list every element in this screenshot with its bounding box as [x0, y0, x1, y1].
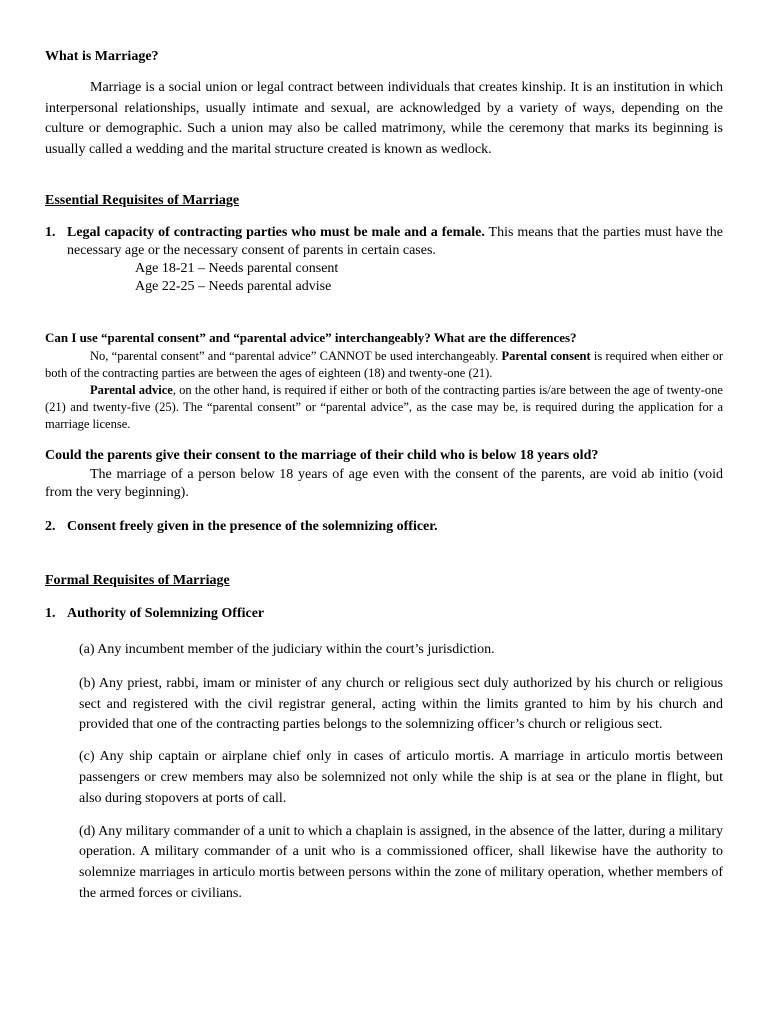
sub-item-c: (c) Any ship captain or airplane chief only in cases of articulo mortis. A marriage in articulo mortis between passengers or crew members may also be solemnized not only while the ship is at sea or the plane in flight, but also during stopovers at ports of call. [79, 749, 723, 806]
parental-advice-answer [45, 382, 723, 433]
essential-item-1 [45, 224, 723, 260]
sub-item-a: (a) Any incumbent member of the judiciary within the court’s jurisdiction. [79, 642, 495, 657]
answer-text: is required when either or both of the contracting parties are between the ages of eighteen (18) and twenty-one (21). [45, 349, 723, 380]
formal-item-1 [45, 605, 723, 623]
consent-freely-given: Consent freely given in the presence of the solemnizing officer. [67, 519, 438, 534]
list-number: 1. [45, 225, 56, 240]
parental-advice-term: Parental advice [90, 383, 173, 397]
formal-requisites-heading: Formal Requisites of Marriage [45, 573, 230, 588]
parental-consent-answer [45, 348, 723, 382]
sub-item-d: (d) Any military commander of a unit to which a chaplain is assigned, in the absence of the latter, during a military operation. A military commander of a unit who is a commissioned officer, shall likewise have the authority to solemnize marriages in articulo mortis between persons within the zone of military operation, whether members of the armed forces or civilians. [79, 823, 723, 901]
legal-capacity-text: This means that the parties must have the necessary age or the necessary consent of parents in certain cases. [67, 225, 724, 258]
answer-text: No, “parental consent” and “parental advice” CANNOT be used interchangeably. [90, 349, 502, 363]
age-22-25-line: Age 22-25 – Needs parental advise [135, 279, 332, 294]
essential-requisites-heading: Essential Requisites of Marriage [45, 193, 240, 208]
parental-consent-term: Parental consent [501, 349, 591, 363]
essential-item-2 [45, 518, 723, 536]
answer-text: , on the other hand, is required if either or both of the contracting parties is/are between the age of twenty-one (21) and twenty-five (25). The “parental consent” or “parental advice”, as the case may be, is required during the application for a marriage license. [45, 383, 723, 431]
below-18-question: Could the parents give their consent to the marriage of their child who is below 18 years old? [45, 448, 599, 463]
marriage-definition-paragraph: Marriage is a social union or legal contract between individuals that creates kinship. It is an institution in which interpersonal relationships, usually intimate and sexual, are acknowledged by a variety of ways, depending on the culture or demographic. Such a union may also be called matrimony, while the ceremony that marks its beginning is usually called a wedding and the marital structure created is known as wedlock. [45, 80, 723, 157]
list-number: 2. [45, 519, 56, 534]
legal-capacity-bold: Legal capacity of contracting parties who must be male and a female. [67, 225, 485, 240]
list-number: 1. [45, 606, 56, 621]
authority-officer: Authority of Solemnizing Officer [67, 606, 265, 621]
sub-item-b: (b) Any priest, rabbi, imam or minister of any church or religious sect duly authorized by his church or religious sect and registered with the civil registrar general, acting within the limits granted to him by his church and provided that one of the contracting parties belongs to the solemnizing officer’s church or religious sect. [79, 675, 723, 733]
age-18-21-line: Age 18-21 – Needs parental consent [135, 261, 339, 276]
what-is-marriage-heading: What is Marriage? [45, 49, 159, 64]
below-18-answer: The marriage of a person below 18 years of age even with the consent of the parents, are void ab initio (void from the very beginning). [45, 467, 723, 500]
parental-consent-question: Can I use “parental consent” and “parental advice” interchangeably? What are the differences? [45, 330, 577, 345]
